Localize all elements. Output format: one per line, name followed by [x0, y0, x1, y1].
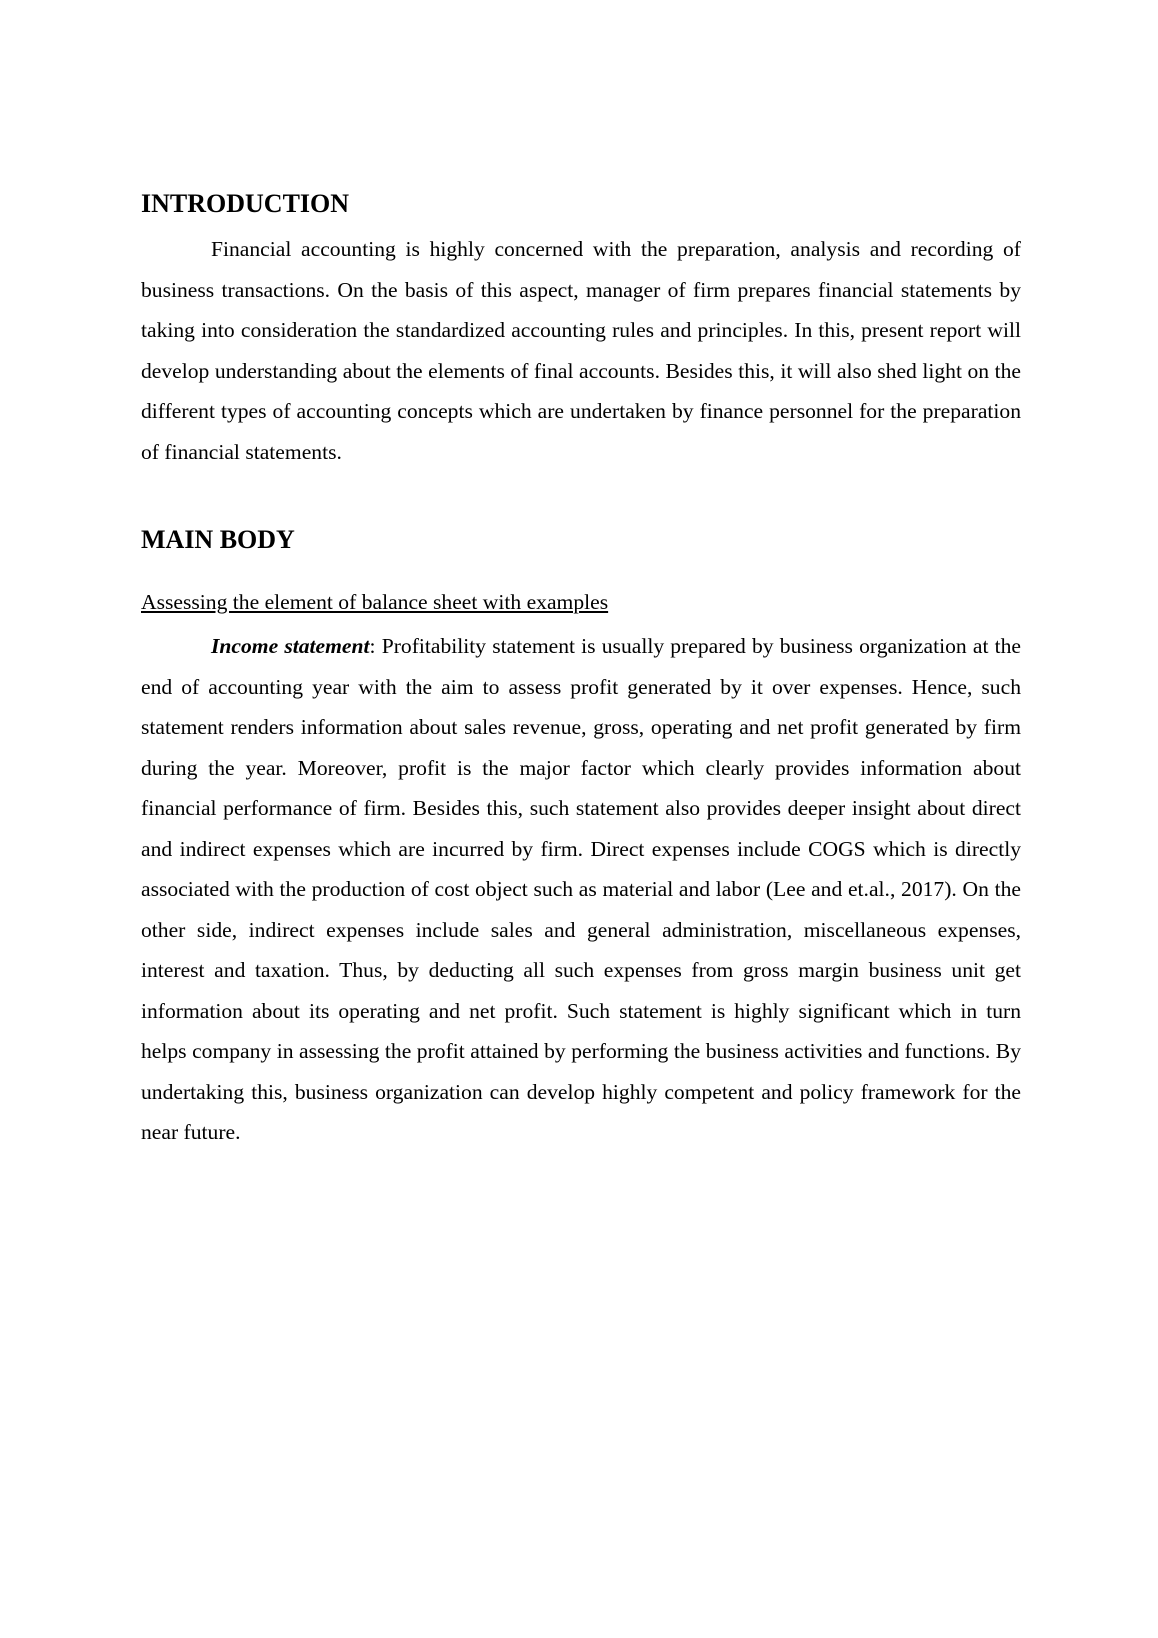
introduction-paragraph: Financial accounting is highly concerned with the preparation, analysis and recording of business transactions. On the basis of this aspect, manager of firm prepares financial statements by taking into consideration the standardized accounting rules and principles. In this, present report will develop understanding about the elements of final accounts. Besides this, it will also shed light on the different types of accounting concepts which are undertaken by finance personnel for the preparation of financial statements. — [141, 237, 1021, 464]
income-statement-text: Profitability statement is usually prepared by business organization at the end of accounting year with the aim to assess profit generated by it over expenses. Hence, such statement renders information about sales revenue, gross, operating and net profit generated by firm during the year. Moreover, profit is the major factor which clearly provides information about financial performance of firm. Besides this, such statement also provides deeper insight about direct and indirect expenses which are incurred by firm. Direct expenses include COGS which is directly associated with the production of cost object such as material and labor (Lee and et.al., 2017). On the other side, indirect expenses include sales and general administration, miscellaneous expenses, interest and taxation. Thus, by deducting all such expenses from gross margin business unit get information about its operating and net profit. Such statement is highly significant which in turn helps company in assessing the profit attained by performing the business activities and functions. By undertaking this, business organization can develop highly competent and policy framework for the near future. — [141, 634, 1021, 1144]
balance-sheet-subheading: Assessing the element of balance sheet with examples — [141, 590, 609, 614]
income-statement-term: Income statement — [211, 634, 370, 658]
main-body-heading: MAIN BODY — [141, 525, 295, 554]
introduction-heading: INTRODUCTION — [141, 189, 350, 218]
income-statement-paragraph — [141, 626, 1021, 1153]
term-separator: : — [369, 634, 376, 658]
